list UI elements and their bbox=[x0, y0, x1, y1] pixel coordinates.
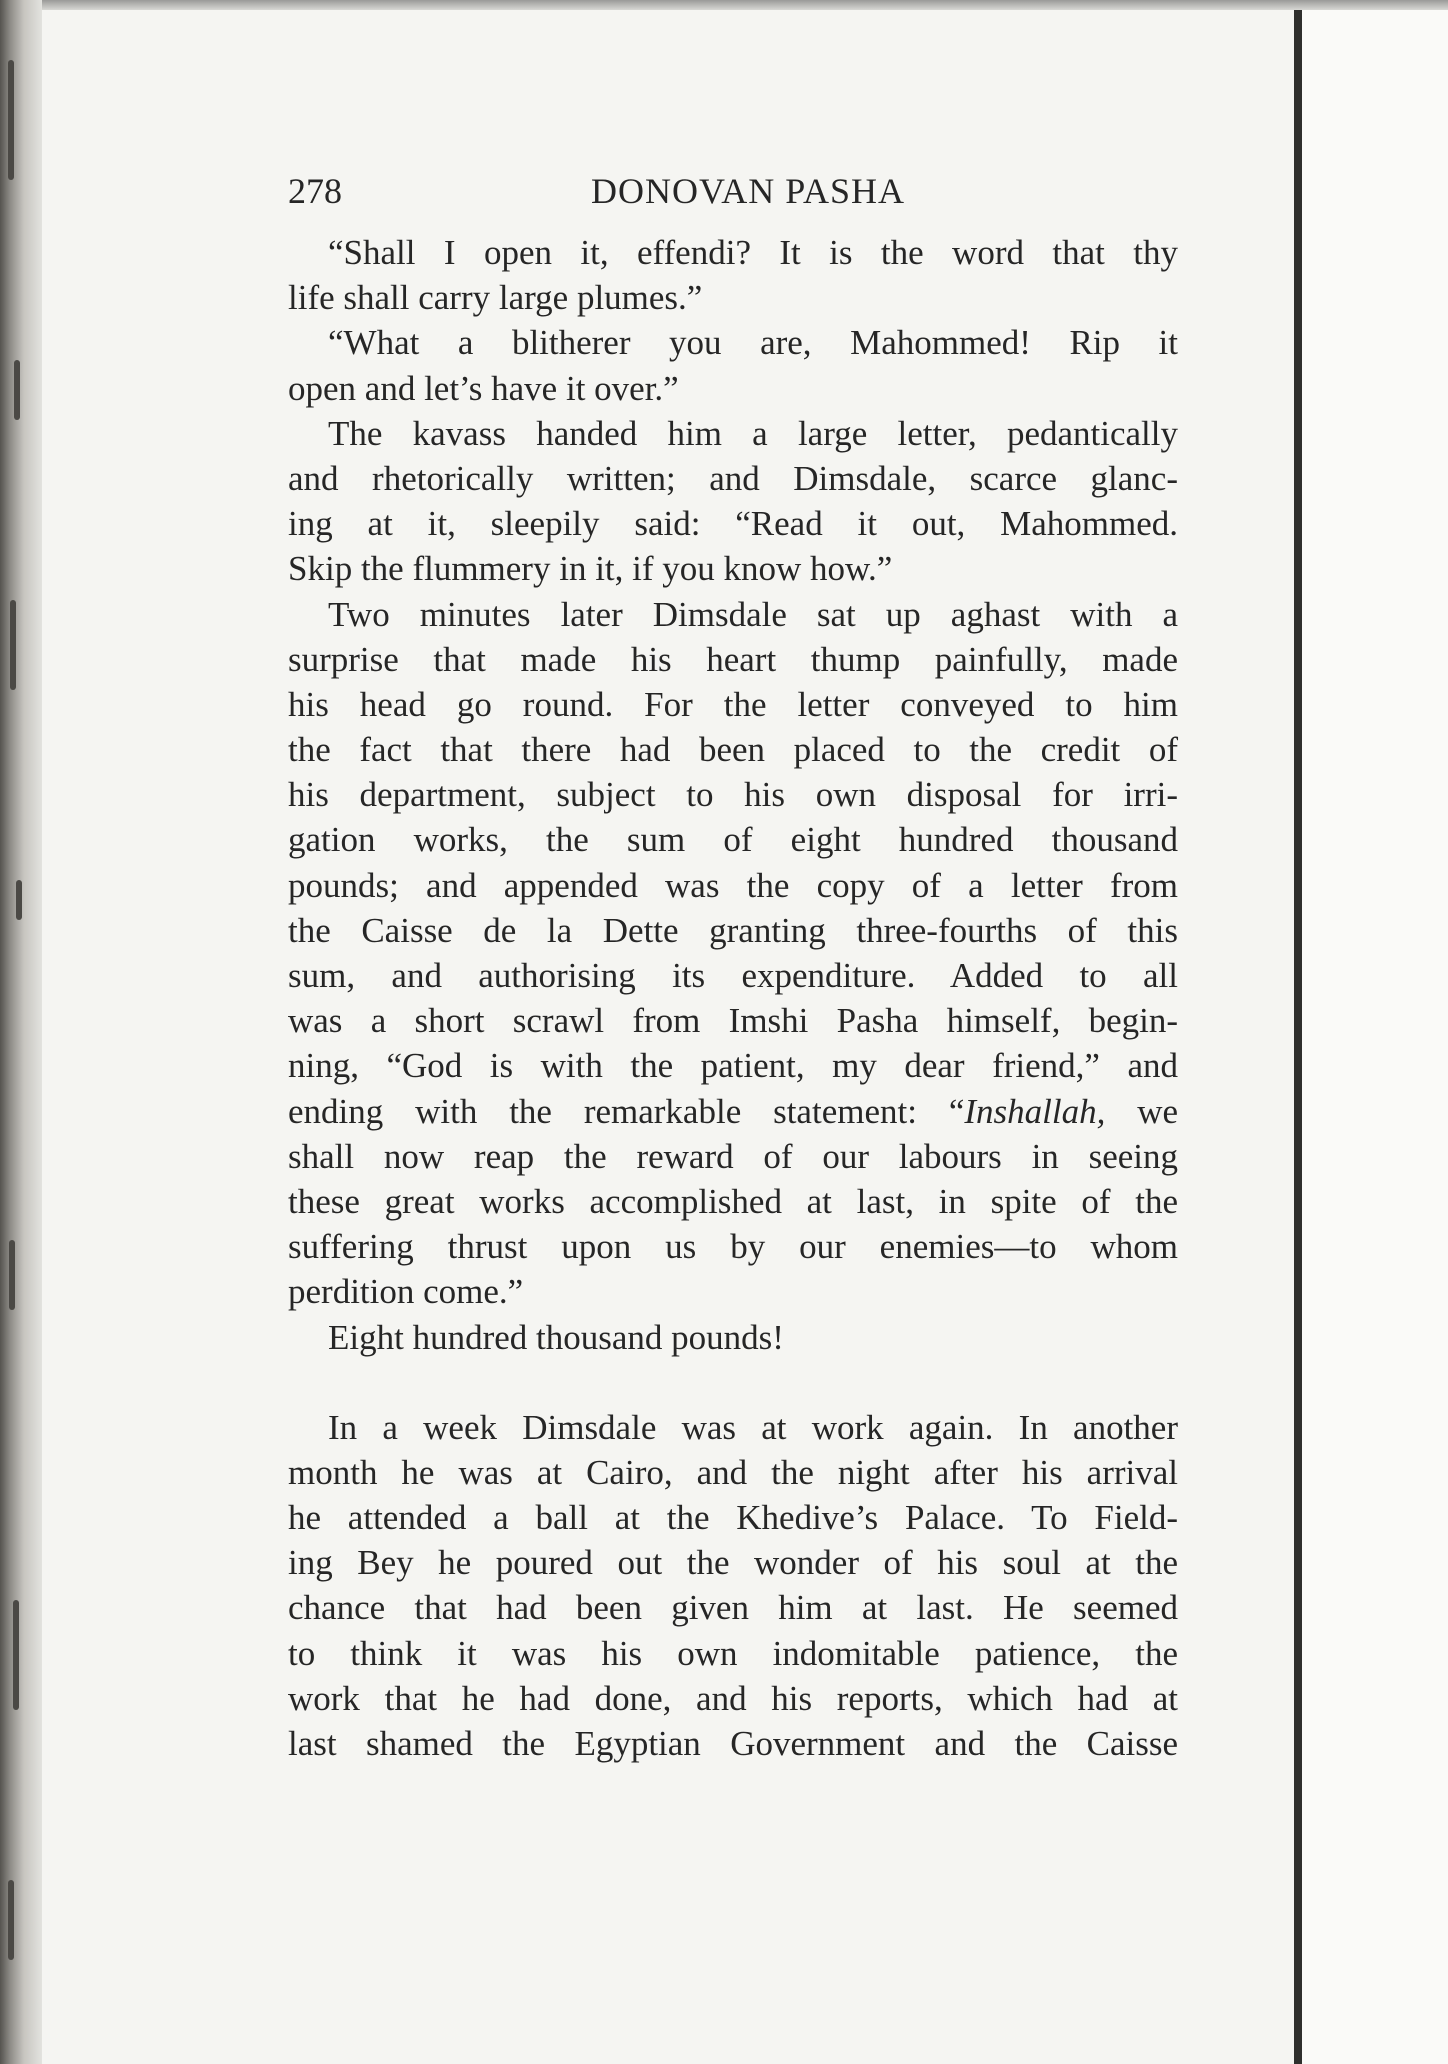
body-text bbox=[288, 230, 1178, 1766]
page-gutter bbox=[1294, 10, 1302, 2064]
section-break bbox=[288, 1360, 1178, 1405]
paragraph bbox=[288, 230, 1178, 320]
binding-mark bbox=[14, 360, 20, 420]
text-line: last shamed the Egyptian Government and the Caisse bbox=[288, 1724, 1178, 1763]
text-line: ning, “God is with the patient, my dear friend,” and bbox=[288, 1046, 1178, 1086]
text-line: ing Bey he poured out the wonder of his soul at the bbox=[288, 1543, 1178, 1583]
open-quote: “ bbox=[948, 1091, 965, 1131]
text-line-with-italic bbox=[288, 1089, 1178, 1134]
book-binding-edge bbox=[0, 0, 42, 2064]
text-line: was a short scrawl from Imshi Pasha himself, begin- bbox=[288, 1001, 1178, 1041]
text-line: his head go round. For the letter conveyed to him bbox=[288, 684, 1178, 724]
text-line: Eight hundred thousand pounds! bbox=[328, 1317, 784, 1357]
text-line: the Caisse de la Dette granting three-fourths of this bbox=[288, 910, 1178, 950]
text-line: life shall carry large plumes.” bbox=[288, 278, 703, 318]
text-line: surprise that made his heart thump painfully, made bbox=[288, 639, 1178, 679]
text-line: ing at it, sleepily said: “Read it out, Mahommed. bbox=[288, 504, 1178, 544]
binding-mark bbox=[9, 1240, 15, 1310]
text-line: he attended a ball at the Khedive’s Palace. To Field- bbox=[288, 1498, 1178, 1538]
text-line: Two minutes later Dimsdale sat up aghast with a bbox=[328, 594, 1178, 634]
paragraph bbox=[288, 411, 1178, 592]
binding-mark bbox=[13, 1600, 19, 1710]
text-line: chance that had been given him at last. He seemed bbox=[288, 1588, 1178, 1628]
binding-mark bbox=[8, 1880, 14, 1960]
paragraph bbox=[288, 1315, 1178, 1360]
line-text-end: we bbox=[1105, 1091, 1179, 1131]
binding-mark bbox=[16, 880, 22, 920]
paragraph bbox=[288, 592, 1178, 1315]
text-line: The kavass handed him a large letter, pedantically bbox=[328, 413, 1178, 453]
text-line: open and let’s have it over.” bbox=[288, 368, 679, 408]
text-line: these great works accomplished at last, in spite of the bbox=[288, 1181, 1178, 1221]
text-line: shall now reap the reward of our labours in seeing bbox=[288, 1136, 1178, 1176]
text-line: pounds; and appended was the copy of a letter from bbox=[288, 865, 1178, 905]
paragraph bbox=[288, 1405, 1178, 1767]
facing-page-edge bbox=[1302, 10, 1448, 2064]
text-line: “Shall I open it, effendi? It is the word that thy bbox=[328, 233, 1178, 272]
text-line: work that he had done, and his reports, which had at bbox=[288, 1678, 1178, 1718]
text-line: perdition come.” bbox=[288, 1272, 524, 1312]
text-line: In a week Dimsdale was at work again. In another bbox=[328, 1407, 1178, 1447]
binding-mark bbox=[8, 60, 14, 180]
text-line: sum, and authorising its expenditure. Added to all bbox=[288, 956, 1178, 995]
binding-mark bbox=[10, 600, 16, 690]
text-line: and rhetorically written; and Dimsdale, scarce glanc- bbox=[288, 458, 1178, 498]
text-line: his department, subject to his own disposal for irri- bbox=[288, 775, 1178, 815]
text-line: to think it was his own indomitable patience, the bbox=[288, 1633, 1178, 1673]
text-line: Skip the flummery in it, if you know how.” bbox=[288, 549, 893, 589]
scan-top-edge bbox=[0, 0, 1448, 10]
running-title: DONOVAN PASHA bbox=[590, 171, 906, 211]
italic-word: Inshallah, bbox=[964, 1091, 1106, 1131]
page-header bbox=[288, 166, 1178, 216]
line-text: ending with the remarkable statement: bbox=[288, 1091, 917, 1131]
text-line: suffering thrust upon us by our enemies—to whom bbox=[288, 1227, 1178, 1267]
text-line: “What a blitherer you are, Mahommed! Rip it bbox=[328, 323, 1178, 363]
paragraph bbox=[288, 320, 1178, 410]
page-number: 278 bbox=[288, 171, 342, 211]
text-line: gation works, the sum of eight hundred thousand bbox=[288, 820, 1178, 860]
text-line: the fact that there had been placed to the credit of bbox=[288, 730, 1178, 770]
text-line: month he was at Cairo, and the night after his arrival bbox=[288, 1452, 1178, 1492]
